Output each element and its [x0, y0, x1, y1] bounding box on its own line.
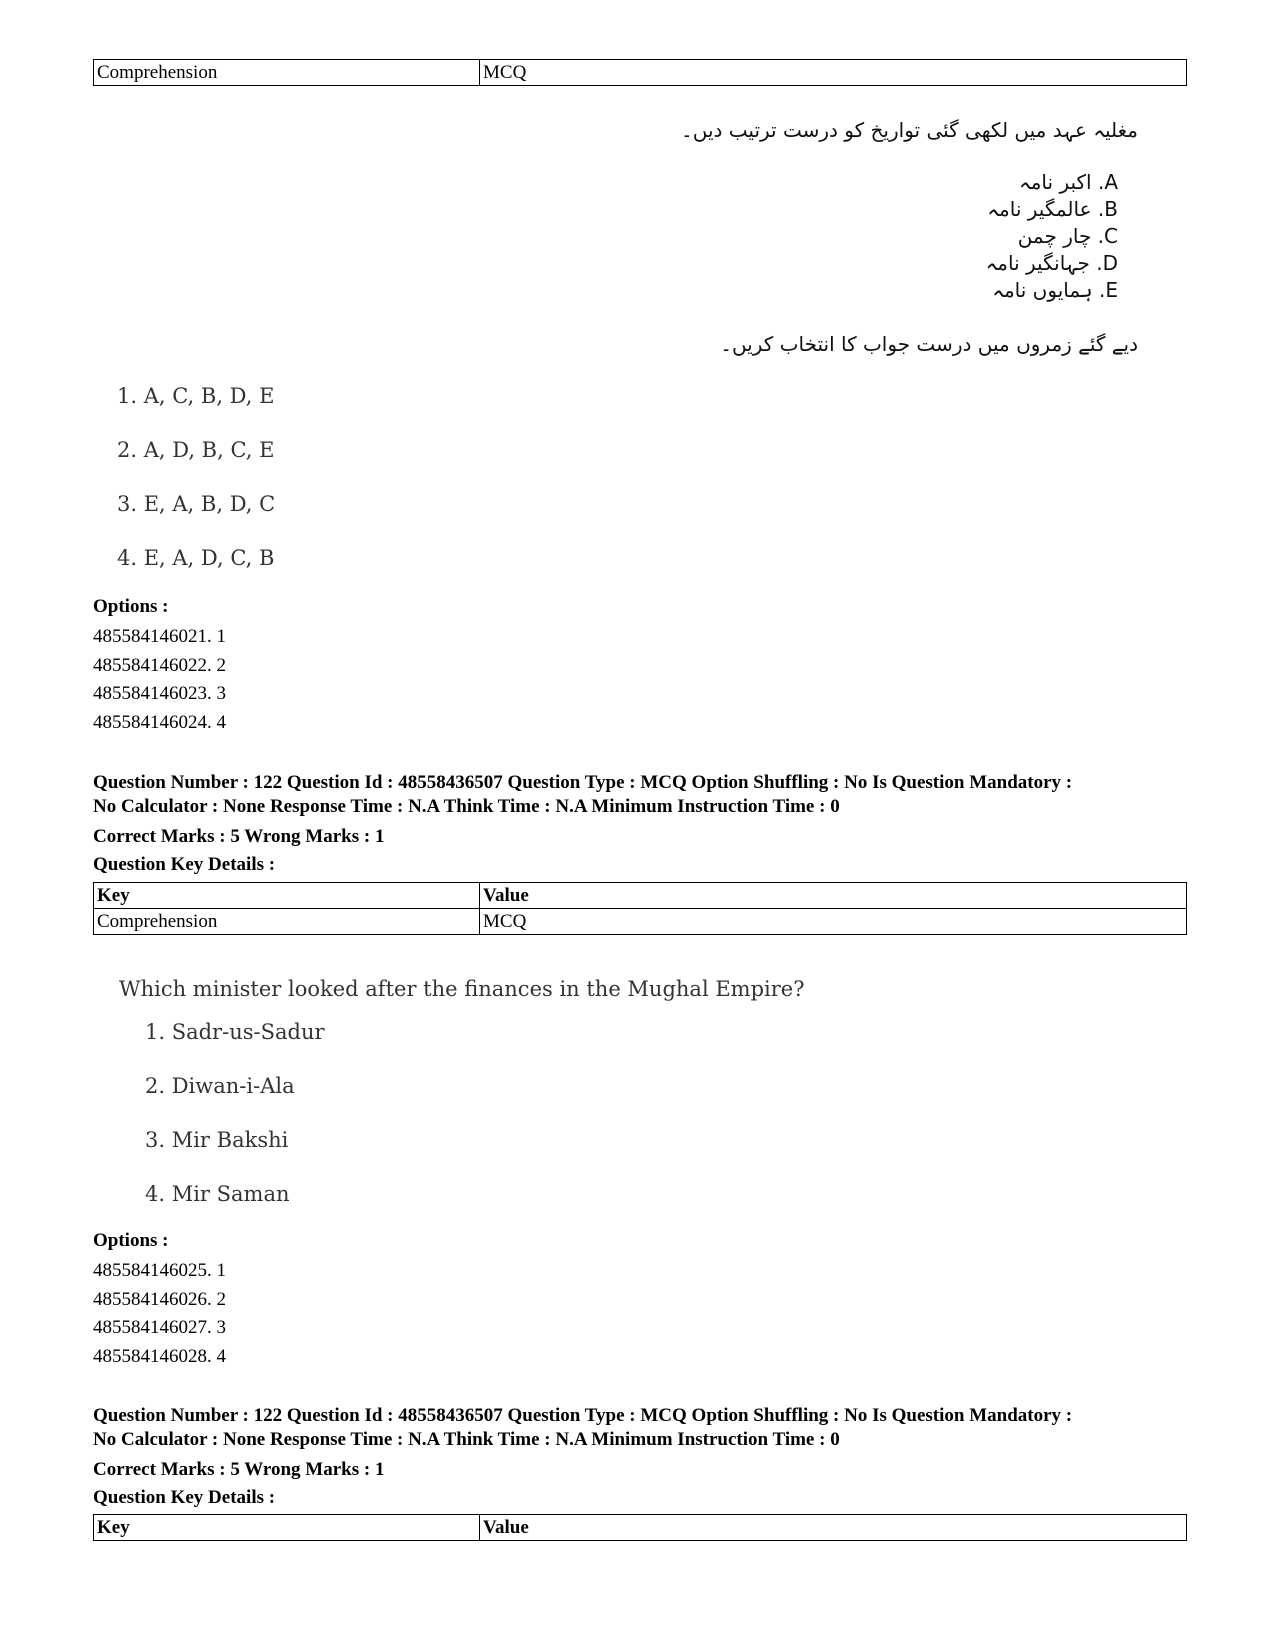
option-item: 485584146023. 3 — [93, 683, 226, 704]
question-meta — [93, 771, 1213, 819]
instruction-text-urdu: دیے گئے زمروں میں درست جواب کا انتخاب کریں۔ — [720, 332, 1138, 356]
key-details-label: Question Key Details : — [93, 854, 276, 875]
table-cell-value: MCQ — [480, 60, 1187, 86]
options-list — [93, 623, 226, 737]
marks-line: Correct Marks : 5 Wrong Marks : 1 — [93, 1459, 385, 1480]
table-header-row — [94, 883, 1187, 909]
list-item: D. جہانگیر نامہ — [985, 251, 1118, 275]
option-item: 485584146025. 1 — [93, 1260, 226, 1281]
option-item: 485584146027. 3 — [93, 1317, 226, 1338]
table-row — [94, 909, 1187, 935]
choice-item: 1. Sadr-us-Sadur — [145, 1020, 325, 1044]
marks-line: Correct Marks : 5 Wrong Marks : 1 — [93, 826, 385, 847]
option-item: 485584146028. 4 — [93, 1345, 226, 1367]
choice-item: 3. E, A, B, D, C — [117, 492, 276, 516]
choice-item: 2. Diwan-i-Ala — [145, 1074, 295, 1098]
key-table — [93, 882, 1187, 935]
key-table — [93, 59, 1187, 86]
list-item: B. عالمگیر نامہ — [987, 197, 1118, 221]
options-list — [93, 1257, 226, 1371]
option-item: 485584146026. 2 — [93, 1288, 226, 1310]
question-text-urdu: مغلیہ عہد میں لکھی گئی تواریخ کو درست ترتیب دیں۔ — [681, 118, 1138, 142]
urdu-item-list — [986, 169, 1118, 304]
meta-line: No Calculator : None Response Time : N.A Think Time : N.A Minimum Instruction Time : 0 — [93, 1429, 840, 1450]
meta-line: No Calculator : None Response Time : N.A Think Time : N.A Minimum Instruction Time : 0 — [93, 796, 840, 817]
option-item: 485584146024. 4 — [93, 711, 226, 733]
key-table — [93, 1514, 1187, 1541]
choice-item: 2. A, D, B, C, E — [117, 438, 275, 462]
table-cell-value: MCQ — [480, 909, 1187, 935]
options-label: Options : — [93, 596, 169, 617]
choice-item: 4. E, A, D, C, B — [117, 546, 275, 570]
question-meta — [93, 1404, 1213, 1452]
choice-item: 1. A, C, B, D, E — [117, 384, 275, 408]
column-header-value: Value — [480, 883, 1187, 909]
key-details-label: Question Key Details : — [93, 1487, 276, 1508]
question-text: Which minister looked after the finances in the Mughal Empire? — [119, 977, 805, 1001]
column-header-key: Key — [94, 883, 480, 909]
choice-item: 3. Mir Bakshi — [145, 1128, 289, 1152]
list-item: A. اکبر نامہ — [1019, 170, 1118, 194]
answer-choices — [145, 1020, 325, 1236]
column-header-key: Key — [94, 1515, 480, 1541]
table-cell-key: Comprehension — [94, 60, 480, 86]
option-item: 485584146022. 2 — [93, 654, 226, 676]
options-label: Options : — [93, 1230, 169, 1251]
column-header-value: Value — [480, 1515, 1187, 1541]
option-item: 485584146021. 1 — [93, 626, 226, 647]
list-item: E. ہمایوں نامہ — [992, 278, 1118, 302]
table-cell-key: Comprehension — [94, 909, 480, 935]
meta-line: Question Number : 122 Question Id : 48558436507 Question Type : MCQ Option Shuffling : No Is Question Mandatory : — [93, 1405, 1073, 1426]
answer-choices — [117, 384, 275, 600]
table-row — [94, 60, 1187, 86]
meta-line: Question Number : 122 Question Id : 48558436507 Question Type : MCQ Option Shuffling : No Is Question Mandatory : — [93, 772, 1073, 793]
choice-item: 4. Mir Saman — [145, 1182, 290, 1206]
list-item: C. چار چمن — [1017, 224, 1118, 248]
table-header-row — [94, 1515, 1187, 1541]
